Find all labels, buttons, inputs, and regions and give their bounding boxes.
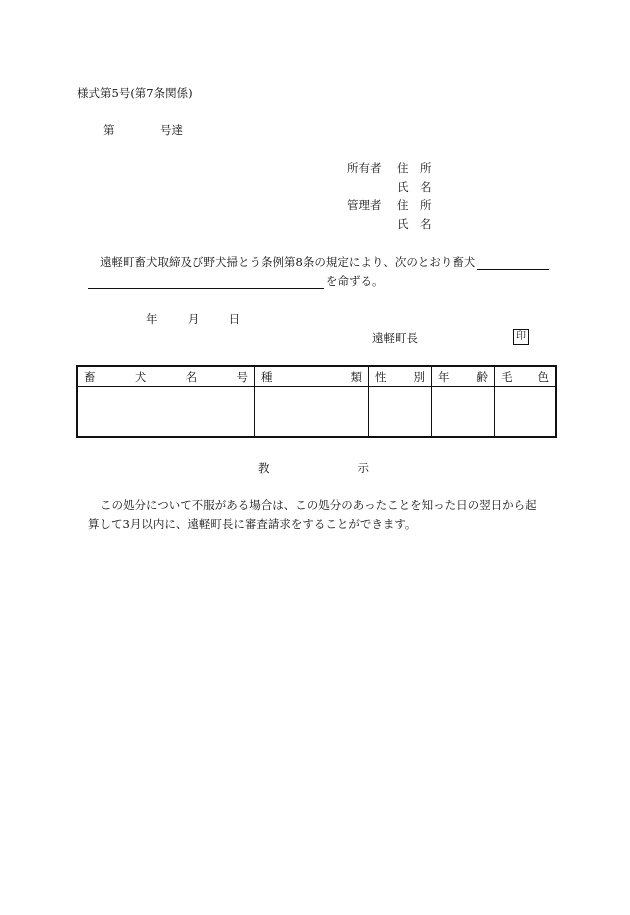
notice-line2: 算して3月以内に、遠軽町長に審査請求をすることができます。 bbox=[88, 517, 417, 531]
header-label-0 bbox=[78, 369, 254, 385]
owner-role: 所有者 bbox=[347, 161, 382, 175]
header-char: 色 bbox=[537, 369, 549, 384]
header-char: 類 bbox=[350, 369, 362, 384]
cell-dog-name bbox=[77, 387, 255, 438]
header-char: 犬 bbox=[134, 369, 147, 384]
doc-number-suffix: 号達 bbox=[160, 123, 183, 137]
dog-blank-2 bbox=[88, 275, 324, 289]
issuer-title: 遠軽町長 bbox=[372, 331, 418, 345]
order-text-line1 bbox=[100, 254, 549, 270]
cell-sex bbox=[369, 387, 432, 438]
header-char: 名 bbox=[185, 369, 198, 384]
table-row bbox=[77, 387, 556, 438]
seal-mark: 印 bbox=[513, 329, 529, 345]
cell-breed bbox=[255, 387, 369, 438]
table-header-row bbox=[77, 366, 556, 387]
date-row bbox=[146, 311, 240, 327]
header-color bbox=[495, 366, 557, 387]
header-label-2 bbox=[369, 369, 431, 385]
owner-name-label: 氏 名 bbox=[397, 180, 432, 194]
header-label-4 bbox=[495, 369, 555, 385]
notice-line1: この処分について不服がある場合は、この処分のあったことを知った日の翌日から起 bbox=[100, 498, 537, 512]
header-char: 号 bbox=[236, 369, 248, 384]
header-char: 種 bbox=[261, 369, 273, 384]
header-char: 畜 bbox=[84, 369, 96, 384]
header-label-1 bbox=[255, 369, 368, 385]
form-number: 様式第5号(第7条関係) bbox=[77, 86, 193, 100]
manager-address-label: 住 所 bbox=[397, 198, 432, 212]
doc-number-prefix: 第 bbox=[103, 123, 115, 137]
header-char: 別 bbox=[413, 369, 425, 384]
dog-info-table bbox=[76, 365, 557, 438]
notice-title bbox=[258, 460, 457, 476]
header-char: 齢 bbox=[476, 369, 488, 384]
header-breed bbox=[255, 366, 369, 387]
dog-blank-1 bbox=[477, 256, 549, 270]
order-text: 遠軽町畜犬取締及び野犬掃とう条例第8条の規定により、次のとおり畜犬 bbox=[100, 255, 476, 269]
header-char: 年 bbox=[438, 369, 450, 384]
date-day: 日 bbox=[228, 312, 241, 326]
notice-title-text: 教示 bbox=[258, 461, 457, 475]
header-label-3 bbox=[432, 369, 494, 385]
date-year: 年 bbox=[146, 312, 158, 326]
order-text-line2 bbox=[88, 273, 384, 289]
header-char: 性 bbox=[375, 369, 387, 384]
manager-name-label: 氏 名 bbox=[397, 217, 432, 231]
manager-role: 管理者 bbox=[347, 198, 382, 212]
order-text-end: を命ずる。 bbox=[326, 274, 384, 288]
cell-age bbox=[432, 387, 495, 438]
header-char: 毛 bbox=[501, 369, 513, 384]
header-age bbox=[432, 366, 495, 387]
header-sex bbox=[369, 366, 432, 387]
cell-color bbox=[495, 387, 557, 438]
owner-address-label: 住 所 bbox=[397, 161, 432, 175]
date-month: 月 bbox=[187, 312, 200, 326]
header-dog-name bbox=[77, 366, 255, 387]
